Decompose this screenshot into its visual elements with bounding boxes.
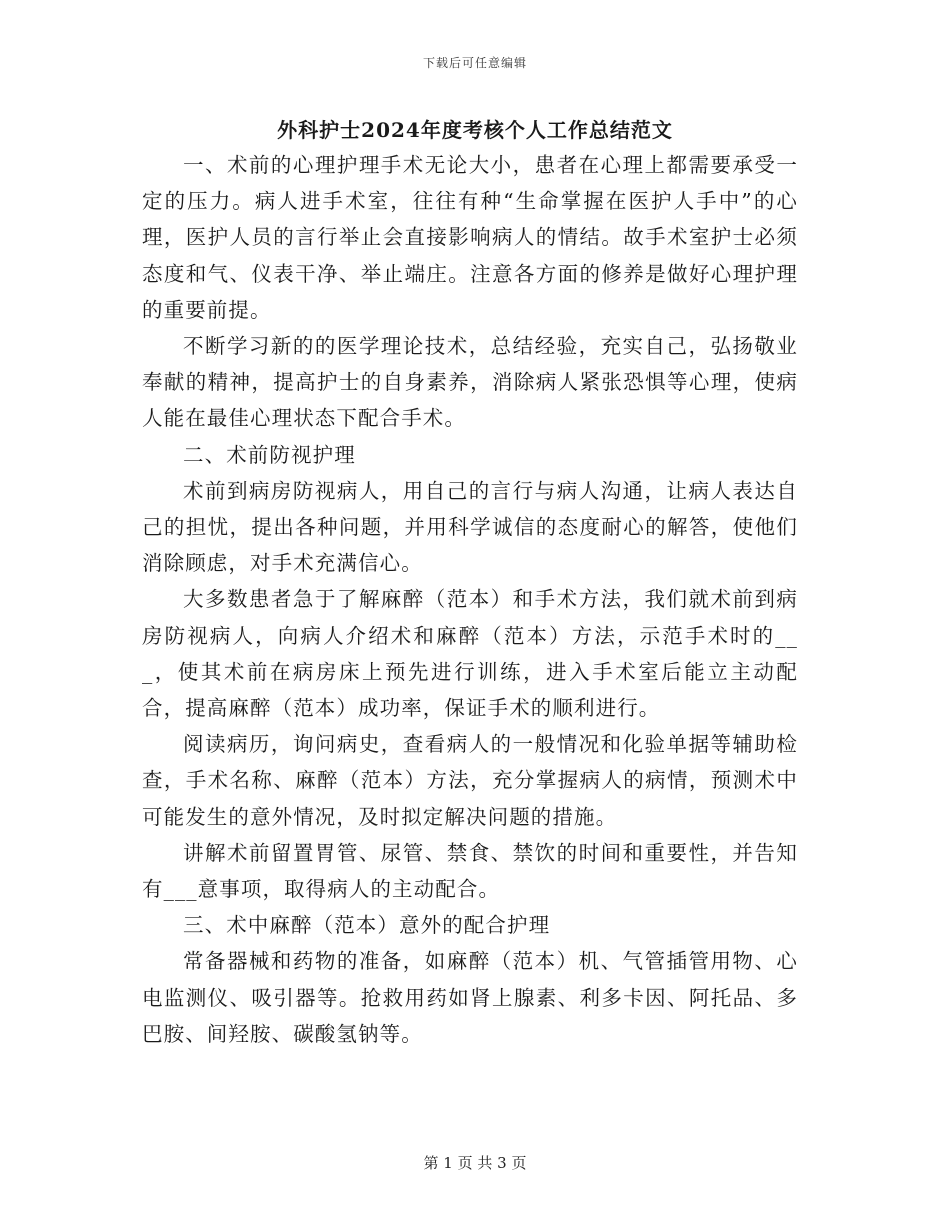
section-heading-intraoperative: 三、术中麻醉（范本）意外的配合护理 [183,913,551,938]
section-heading-preoperative-visit: 二、术前防视护理 [183,442,356,467]
header-note: 下载后可任意编辑 [422,56,527,70]
paragraph-medical-record: 阅读病历，询问病史，查看病人的一般情况和化验单据等辅助检查，手术名称、麻醉（范本）方法，充分掌握病人的病情，预测术中可能发生的意外情况，及时拟定解决问题的措施。 [142,732,798,829]
paragraph-preoperative-instructions: 讲解术前留置胃管、尿管、禁食、禁饮的时间和重要性，并告知有___意事项，取得病人的主动配合。 [142,840,798,902]
document-title: 外科护士2024年度考核个人工作总结范文 [277,118,673,142]
document-body [142,147,798,1052]
paragraph-ward-visit: 术前到病房防视病人，用自己的言行与病人沟通，让病人表达自己的担忧，提出各种问题，并用科学诚信的态度耐心的解答，使他们消除顾虑，对手术充满信心。 [142,478,798,576]
page-footer: 第 1 页 共 3 页 [423,1154,527,1172]
paragraph-anesthesia-explanation: 大多数患者急于了解麻醉（范本）和手术方法，我们就术前到病房防视病人，向病人介绍术和麻醉（范本）方法，示范手术时的___，使其术前在病房床上预先进行训练，进入手术室后能立主动配合，提高麻醉（范本）成功率，保证手术的顺利进行。 [142,587,798,721]
paragraph-continuous-learning: 不断学习新的的医学理论技术，总结经验，充实自己，弘扬敬业奉献的精神，提高护士的自身素养，消除病人紧张恐惧等心理，使病人能在最佳心理状态下配合手术。 [142,334,798,431]
paragraph-preoperative-psychology: 一、术前的心理护理手术无论大小，患者在心理上都需要承受一定的压力。病人进手术室，往往有种“生命掌握在医护人手中”的心理，医护人员的言行举止会直接影响病人的情结。故手术室护士必须态度和气、仪表干净、举止端庄。注意各方面的修养是做好心理护理的重要前提。 [142,153,798,322]
paragraph-equipment-preparation: 常备器械和药物的准备，如麻醉（范本）机、气管插管用物、心电监测仪、吸引器等。抢救用药如肾上腺素、利多卡因、阿托品、多巴胺、间羟胺、碳酸氢钠等。 [142,949,798,1046]
